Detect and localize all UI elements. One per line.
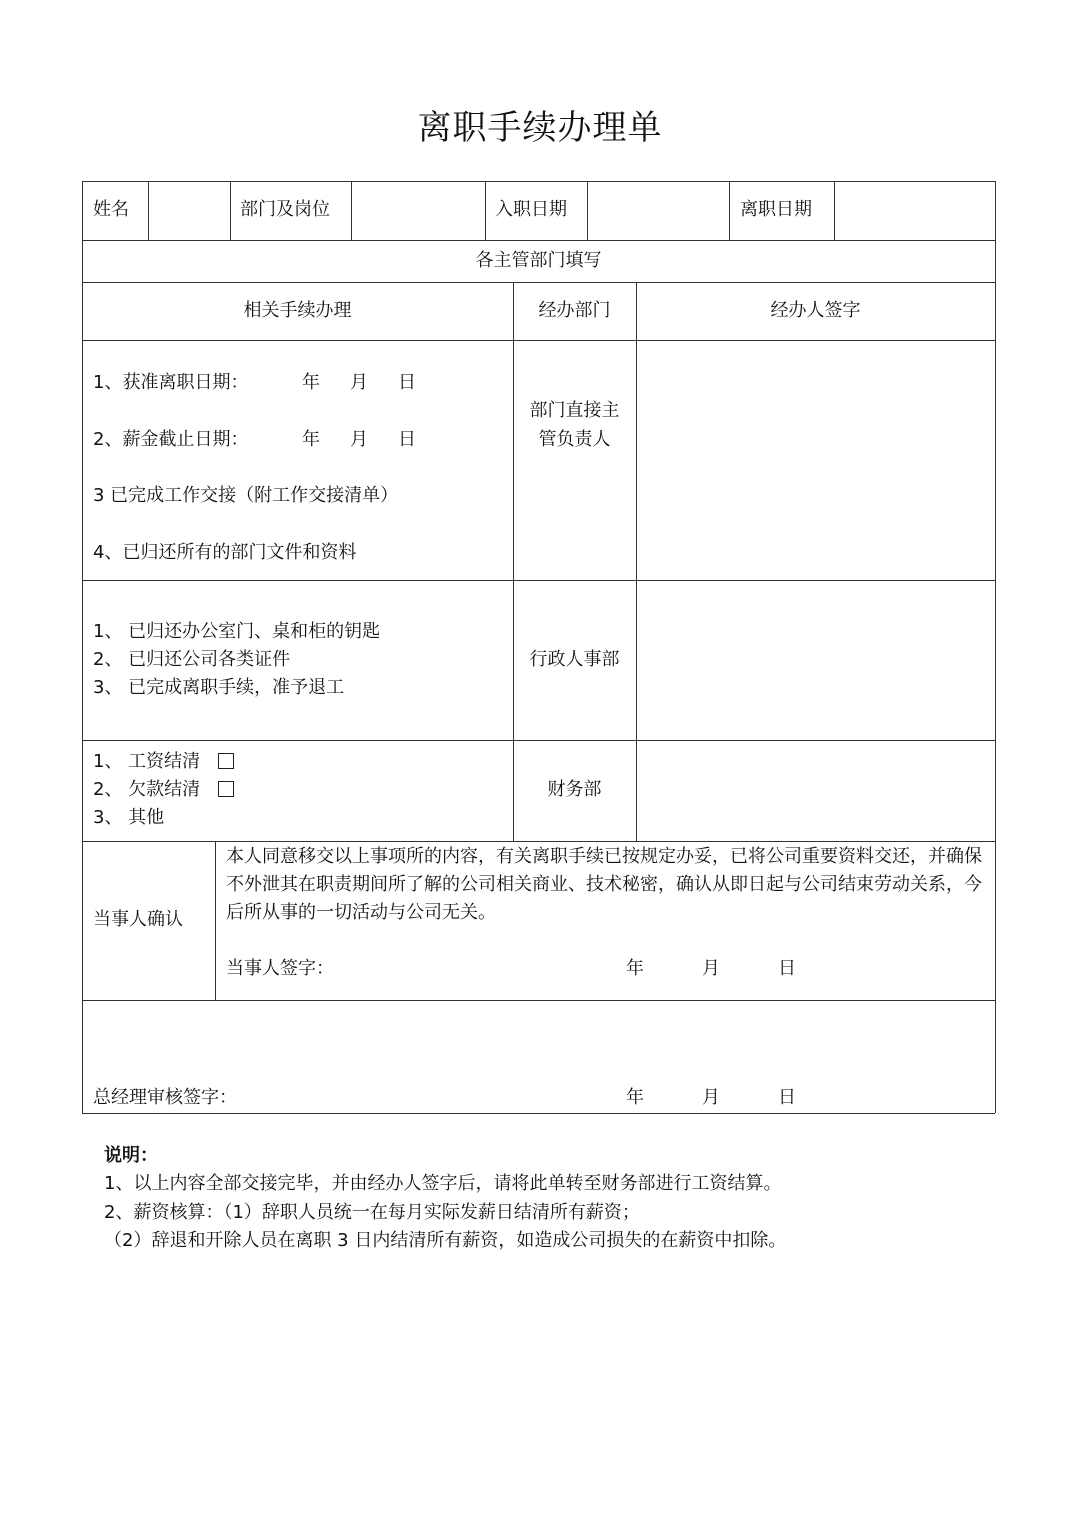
notes-title: 说明： — [104, 1145, 158, 1166]
form-title: 离职手续办理单 — [417, 108, 663, 148]
day-label: 日 — [778, 958, 796, 979]
year-label: 年 — [626, 958, 644, 979]
supervisor-signature-field[interactable] — [638, 343, 993, 578]
table-border-line — [230, 181, 231, 240]
keys-returned-item: 1、 已归还办公室门、桌和柜的钥匙 — [93, 621, 381, 642]
month-label: 月 — [702, 958, 720, 979]
table-border-line — [729, 181, 730, 240]
table-border-line — [82, 740, 995, 741]
note-line: （2）辞退和开除人员在离职 3 日内结清所有薪资，如造成公司损失的在薪资中扣除。 — [104, 1230, 787, 1251]
table-border-line — [82, 340, 995, 341]
documents-returned-item: 4、已归还所有的部门文件和资料 — [93, 542, 357, 563]
year-label: 年 — [302, 372, 320, 393]
note-line: 1、以上内容全部交接完毕，并由经办人签字后，请将此单转至财务部进行工资结算。 — [104, 1173, 782, 1194]
other-item: 3、 其他 — [93, 807, 165, 828]
table-border-line — [82, 580, 995, 581]
finance-signature-field[interactable] — [638, 743, 993, 839]
salary-cutoff-date-item: 2、薪金截止日期： — [93, 429, 249, 450]
hr-signature-field[interactable] — [638, 583, 993, 738]
table-border-line — [351, 181, 352, 240]
table-border-line — [513, 282, 514, 841]
gm-signature-field[interactable] — [84, 1003, 993, 1083]
table-border-line — [82, 282, 995, 283]
handover-item: 3 已完成工作交接（附工作交接清单） — [93, 485, 399, 506]
year-label: 年 — [626, 1087, 644, 1108]
day-label: 日 — [778, 1087, 796, 1108]
credentials-returned-item: 2、 已归还公司各类证件 — [93, 649, 291, 670]
table-border-line — [215, 841, 216, 1000]
debt-settled-checkbox[interactable] — [218, 781, 234, 797]
department-label: 部门直接主 — [529, 400, 620, 421]
table-border-line — [995, 181, 996, 1113]
table-border-line — [636, 282, 637, 841]
department-label: 财务部 — [547, 779, 602, 800]
table-border-line — [82, 181, 995, 182]
month-label: 月 — [350, 372, 368, 393]
debt-settled-label: 2、 欠款结清 — [93, 779, 201, 800]
note-line: 2、薪资核算：（1）辞职人员统一在每月实际发薪日结清所有薪资； — [104, 1202, 640, 1223]
column-header-procedure: 相关手续办理 — [243, 300, 352, 321]
salary-settled-checkbox[interactable] — [218, 753, 234, 769]
section-title: 各主管部门填写 — [475, 250, 602, 271]
column-header-signature: 经办人签字 — [770, 300, 861, 321]
party-signature-label: 当事人签字： — [226, 958, 334, 979]
day-label: 日 — [398, 372, 416, 393]
join-date-label: 入职日期 — [495, 199, 567, 220]
procedures-complete-item: 3、 已完成离职手续，准予退工 — [93, 677, 345, 698]
party-confirmation-label: 当事人确认 — [93, 909, 183, 930]
gm-signature-label: 总经理审核签字： — [93, 1087, 237, 1108]
table-border-line — [485, 181, 486, 240]
name-label: 姓名 — [93, 199, 129, 220]
leave-date-label: 离职日期 — [740, 199, 812, 220]
party-signature-field[interactable] — [340, 950, 610, 986]
approved-leave-date-item: 1、获准离职日期： — [93, 372, 249, 393]
debt-settled-item — [93, 776, 234, 804]
leave-date-field[interactable] — [836, 184, 993, 238]
column-header-department: 经办部门 — [538, 300, 611, 321]
table-border-line — [82, 240, 995, 241]
department-position-label: 部门及岗位 — [240, 199, 330, 220]
table-border-line — [587, 181, 588, 240]
table-border-line — [82, 1113, 995, 1114]
year-label: 年 — [302, 429, 320, 450]
department-label: 管负责人 — [538, 429, 611, 450]
department-position-field[interactable] — [353, 184, 483, 238]
day-label: 日 — [398, 429, 416, 450]
salary-settled-item — [93, 748, 234, 776]
name-field[interactable] — [150, 184, 228, 238]
month-label: 月 — [350, 429, 368, 450]
table-border-line — [82, 1000, 995, 1001]
salary-settled-label: 1、 工资结清 — [93, 751, 201, 772]
table-border-line — [834, 181, 835, 240]
join-date-field[interactable] — [589, 184, 727, 238]
table-border-line — [82, 841, 995, 842]
month-label: 月 — [702, 1087, 720, 1108]
department-label: 行政人事部 — [529, 649, 620, 670]
confirmation-statement: 本人同意移交以上事项所的内容，有关离职手续已按规定办妥，已将公司重要资料交还，并确保不外泄其在职责期间所了解的公司相关商业、技术秘密，确认从即日起与公司结束劳动关系，今后所从事的一切活动与公司无关。 — [226, 846, 982, 923]
table-border-line — [148, 181, 149, 240]
